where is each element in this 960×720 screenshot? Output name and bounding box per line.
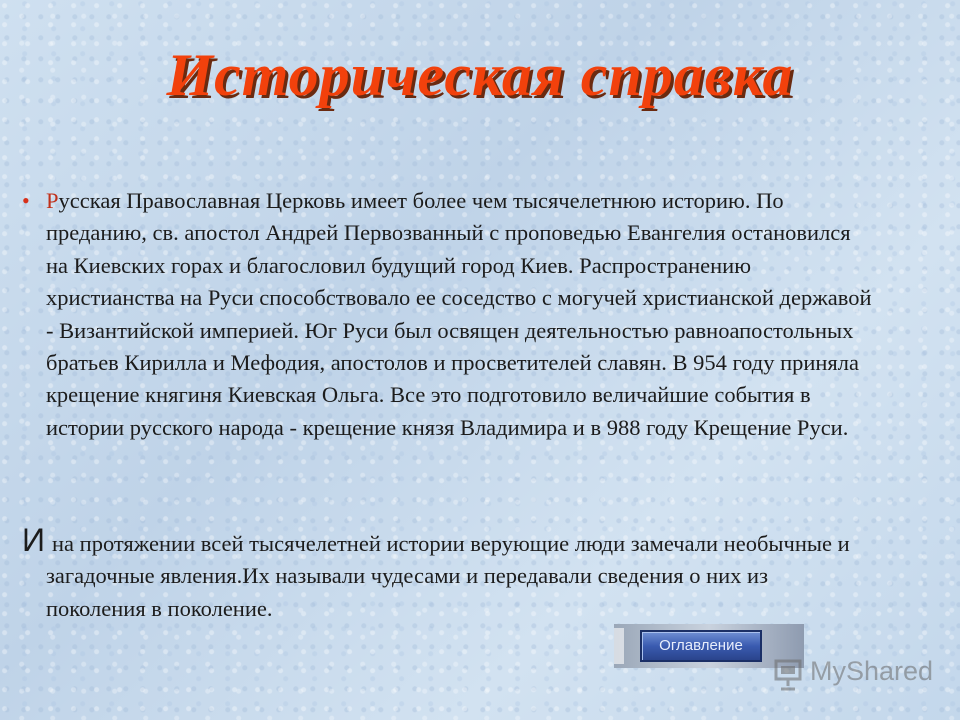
- presentation-screen-icon: [772, 658, 806, 692]
- closing-paragraph: [22, 522, 872, 625]
- paragraph-text: [46, 528, 872, 625]
- history-bullet: [22, 185, 872, 444]
- paragraph-body: на протяжении всей тысячелетней истории верующие люди замечали необычные и загадочные явления.Их называли чудесами и передавали сведения о них из поколения в поколение.: [46, 531, 850, 621]
- slide-title: Историческая справка: [166, 42, 794, 108]
- watermark: [770, 652, 940, 696]
- watermark-text: MyShared: [810, 656, 934, 686]
- toc-button-label: Оглавление: [640, 630, 762, 662]
- bullet-body: усская Православная Церковь имеет более чем тысячелетнюю историю. По преданию, св. апостол Андрей Первозванный с проповедью Евангелия остановился на Киевских горах и благословил будущий город Киев. Распространению христианства на Руси способствовало ее соседство с могучей христианской державой - Византийской империей. Юг Руси был освящен деятельностью равноапостольных братьев Кирилла и Мефодия, апостолов и просветителей славян. В 954 году приняла крещение княгиня Киевская Ольга. Все это подготовило величайшие события в истории русского народа - крещение князя Владимира и в 988 году Крещение Руси.: [46, 188, 872, 440]
- bullet-marker: •: [22, 188, 30, 213]
- bullet-first-letter: Р: [46, 188, 59, 213]
- bullet-text: [46, 185, 872, 444]
- toc-button-edge: [614, 628, 624, 664]
- paragraph-first-letter: И: [22, 522, 45, 558]
